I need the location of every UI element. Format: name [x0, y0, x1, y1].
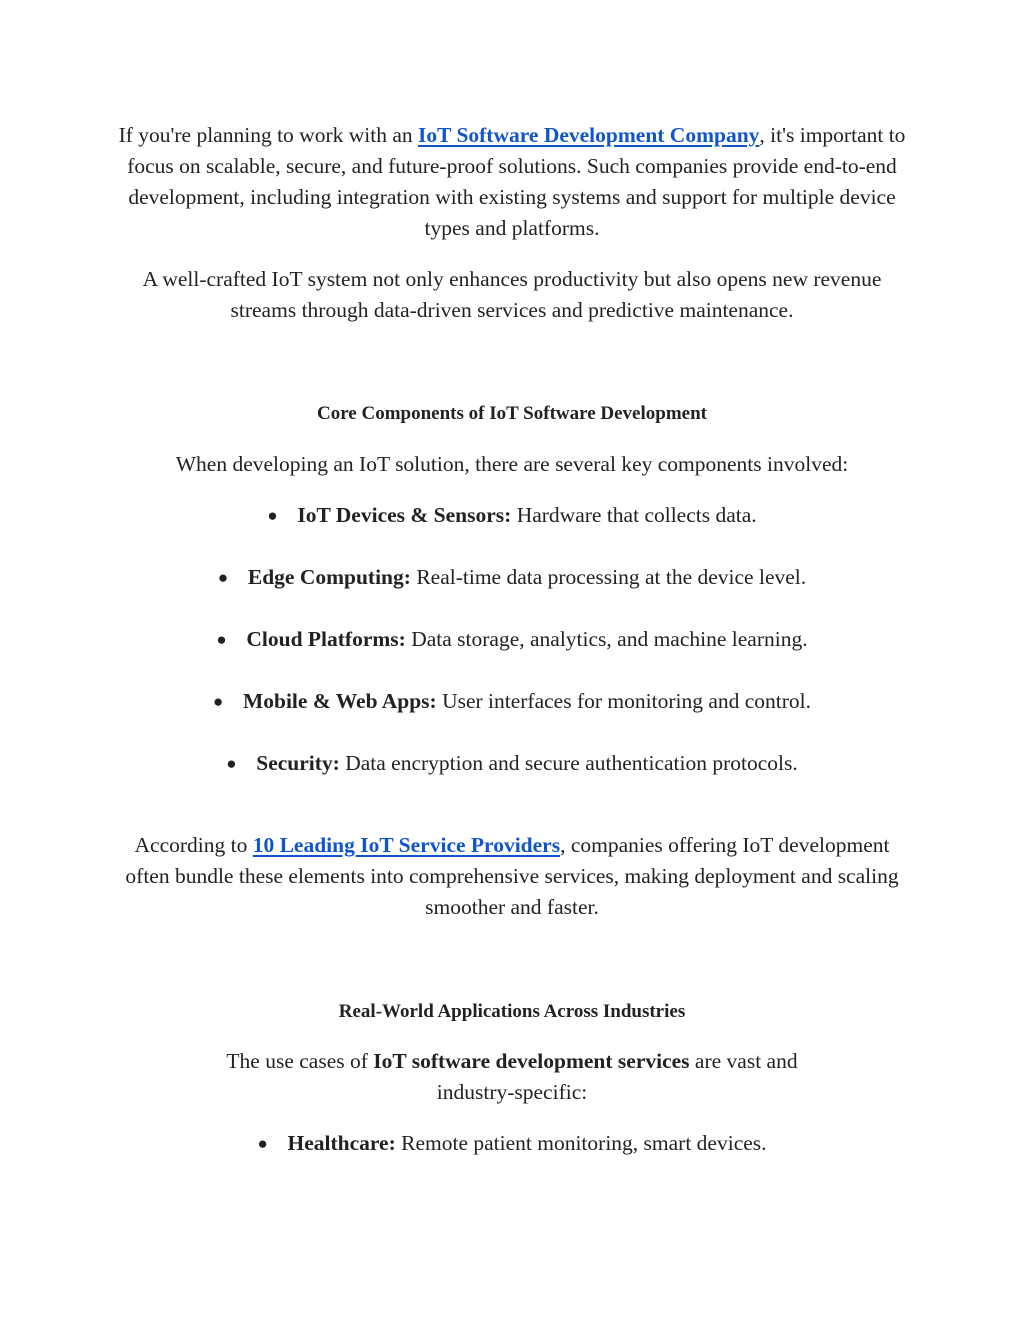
use-cases-text-start: The use cases of	[226, 1049, 374, 1073]
bullet-icon: ●	[212, 692, 224, 711]
list-item-term: Cloud Platforms:	[246, 627, 406, 651]
core-components-heading: Core Components of IoT Software Development	[316, 403, 707, 424]
list-item	[110, 562, 914, 593]
list-item	[110, 500, 914, 531]
according-text-start: According to	[134, 833, 253, 857]
use-cases-intro	[190, 1046, 834, 1108]
bullet-icon: ●	[217, 568, 229, 587]
intro-paragraph	[110, 120, 914, 244]
list-item	[110, 624, 914, 655]
list-item-term: Edge Computing:	[247, 565, 411, 589]
list-item	[110, 1128, 914, 1159]
list-item-term: IoT Devices & Sensors:	[297, 503, 512, 527]
list-item-text: Data encryption and secure authentication protocols.	[339, 751, 798, 775]
list-item-text: Data storage, analytics, and machine learning.	[405, 627, 808, 651]
use-cases-bold-term: IoT software development services	[373, 1049, 690, 1073]
core-components-intro: When developing an IoT solution, there are several key components involved:	[175, 452, 849, 476]
list-item-text: Hardware that collects data.	[511, 503, 757, 527]
list-item	[110, 748, 914, 779]
according-text-end: , companies offering IoT development often bundle these elements into comprehensive services, making deployment and scaling smoother and faster.	[125, 833, 899, 919]
list-item-term: Security:	[256, 751, 340, 775]
list-item-text: Remote patient monitoring, smart devices.	[395, 1131, 767, 1155]
leading-iot-service-providers-link[interactable]: 10 Leading IoT Service Providers	[252, 833, 561, 857]
list-item	[110, 686, 914, 717]
list-item-term: Healthcare:	[287, 1131, 396, 1155]
use-cases-text-end: are vast and industry-specific:	[436, 1049, 798, 1104]
iot-system-paragraph: A well-crafted IoT system not only enhances productivity but also opens new revenue streams through data-driven services and predictive maintenance.	[142, 267, 882, 322]
bullet-icon: ●	[216, 630, 227, 649]
list-item-term: Mobile & Web Apps:	[242, 689, 437, 713]
intro-text-end: , it's important to focus on scalable, secure, and future-proof solutions. Such companies provide end-to-end development, including integration with existing systems and support for multiple device types and platforms.	[127, 123, 906, 240]
bullet-icon: ●	[226, 754, 237, 773]
according-paragraph	[110, 830, 914, 923]
list-item-text: User interfaces for monitoring and control.	[436, 689, 812, 713]
bullet-icon: ●	[267, 506, 278, 525]
bullet-icon: ●	[257, 1134, 268, 1153]
real-world-applications-heading: Real-World Applications Across Industries	[338, 1001, 686, 1022]
iot-software-development-company-link[interactable]: IoT Software Development Company	[418, 123, 760, 147]
intro-text-start: If you're planning to work with an	[118, 123, 418, 147]
list-item-text: Real-time data processing at the device level.	[410, 565, 807, 589]
